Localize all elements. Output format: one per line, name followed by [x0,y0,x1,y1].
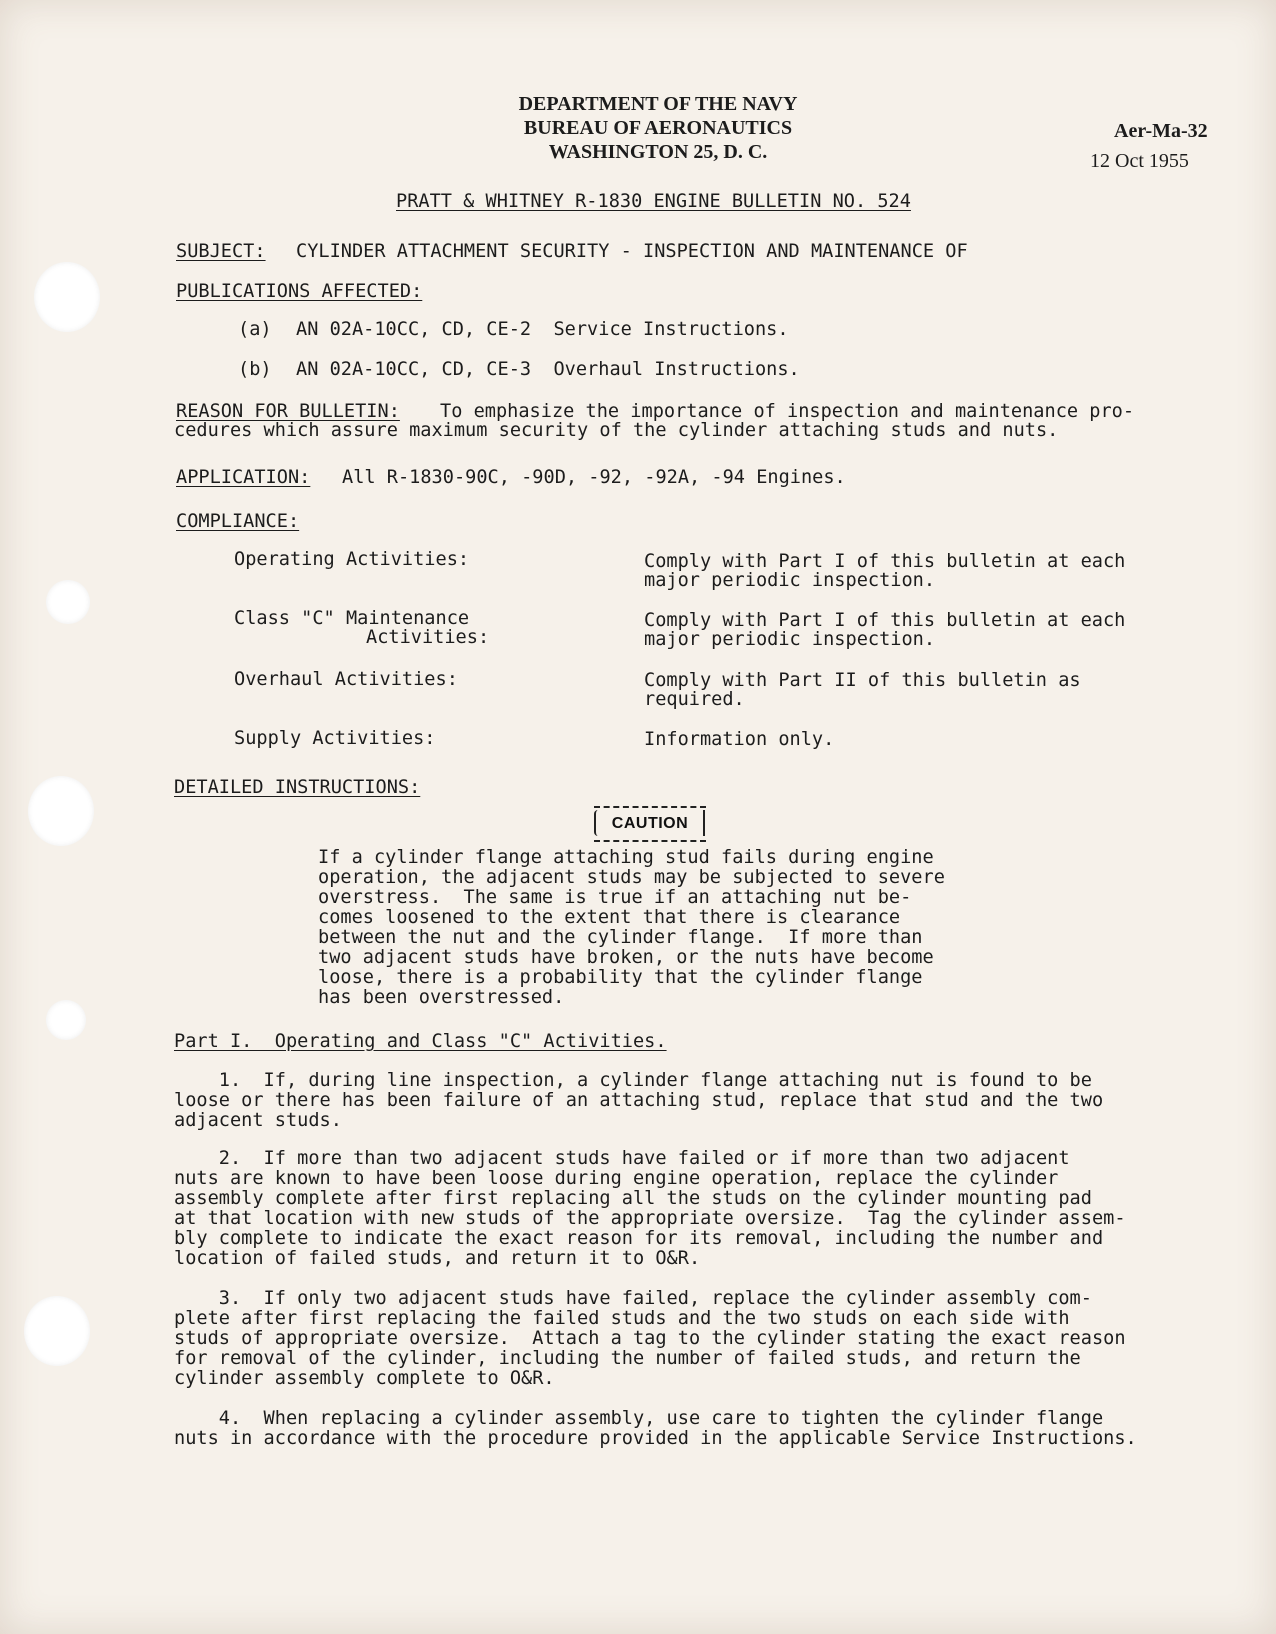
paragraph-line: plete after first replacing the failed studs and the two studs on each side with [174,1308,1070,1329]
reason-label: REASON FOR BULLETIN: [176,401,400,422]
reason-line: To emphasize the importance of inspection and maintenance pro- [440,401,1135,422]
compliance-action: Information only. [644,729,835,750]
paragraph-line: at that location with new studs of the appropriate oversize. Tag the cylinder assem- [174,1208,1126,1229]
compliance-action: major periodic inspection. [644,629,936,650]
reason-line: cedures which assure maximum security of the cylinder attaching studs and nuts. [174,420,1059,441]
paragraph-line: loose or there has been failure of an attaching stud, replace that stud and the two [174,1090,1104,1111]
caution-line: If a cylinder flange attaching stud fails during engine [318,847,934,868]
punch-hole [28,776,94,846]
paragraph-line: 2. If more than two adjacent studs have failed or if more than two adjacent [174,1148,1070,1169]
paragraph-line: assembly complete after first replacing all the studs on the cylinder mounting pad [174,1188,1092,1209]
compliance-label: COMPLIANCE: [176,511,300,532]
application-text: All R-1830-90C, -90D, -92, -92A, -94 Engines. [342,467,846,488]
reference-code: Aer-Ma-32 [1114,120,1208,142]
paragraph-line: studs of appropriate oversize. Attach a tag to the cylinder stating the exact reason [174,1328,1126,1349]
caution-line: operation, the adjacent studs may be subjected to severe [318,867,945,888]
compliance-action: required. [644,689,745,710]
publication-text: AN 02A-10CC, CD, CE-2 Service Instructions. [296,319,789,340]
subject-text: CYLINDER ATTACHMENT SECURITY - INSPECTION AND MAINTENANCE OF [296,241,968,262]
header-line-1: DEPARTMENT OF THE NAVY [518,93,798,115]
part-1-title: Part I. Operating and Class "C" Activities. [174,1031,667,1052]
paragraph-line: location of failed studs, and return it to O&R. [174,1248,701,1269]
caution-box [594,806,706,842]
paragraph-line: 1. If, during line inspection, a cylinder flange attaching nut is found to be [174,1070,1092,1091]
compliance-action: Comply with Part I of this bulletin at each [644,551,1126,572]
header-line-2: BUREAU OF AERONAUTICS [523,117,793,139]
compliance-action: Comply with Part I of this bulletin at each [644,610,1126,631]
caution-line: comes loosened to the extent that there is clearance [318,907,901,928]
caution-line: two adjacent studs have broken, or the nuts have become [318,947,934,968]
punch-hole [24,1296,90,1366]
paragraph-line: adjacent studs. [174,1110,342,1131]
bulletin-date: 12 Oct 1955 [1090,150,1189,172]
caution-line: between the nut and the cylinder flange. If more than [318,927,923,948]
caution-line: overstress. The same is true if an attaching nut be- [318,887,912,908]
paragraph-line: bly complete to indicate the exact reason for its removal, including the number and [174,1228,1104,1249]
compliance-action: Comply with Part II of this bulletin as [644,670,1081,691]
compliance-activity: Overhaul Activities: [234,669,458,690]
header-line-3: WASHINGTON 25, D. C. [548,141,768,163]
paragraph-line: cylinder assembly complete to O&R. [174,1368,555,1389]
publication-letter: (a) [238,319,272,340]
paragraph-line: 3. If only two adjacent studs have failed, replace the cylinder assembly com- [174,1288,1092,1309]
punch-hole [46,580,90,624]
detailed-instructions-label: DETAILED INSTRUCTIONS: [174,777,421,798]
compliance-action: major periodic inspection. [644,570,936,591]
paragraph-line: for removal of the cylinder, including the number of failed studs, and return the [174,1348,1081,1369]
caution-line: has been overstressed. [318,987,565,1008]
paragraph-line: 4. When replacing a cylinder assembly, use care to tighten the cylinder flange [174,1408,1104,1429]
punch-hole [46,1000,86,1040]
compliance-activity: Operating Activities: [234,549,470,570]
publication-letter: (b) [238,359,272,380]
paragraph-line: nuts in accordance with the procedure provided in the applicable Service Instructions. [174,1428,1137,1449]
caution-line: loose, there is a probability that the cylinder flange [318,967,923,988]
publication-text: AN 02A-10CC, CD, CE-3 Overhaul Instructions. [296,359,800,380]
paragraph-line: nuts are known to have been loose during engine operation, replace the cylinder [174,1168,1059,1189]
punch-hole [34,262,100,332]
application-label: APPLICATION: [176,467,311,488]
compliance-activity: Activities: [366,627,490,648]
publications-label: PUBLICATIONS AFFECTED: [176,281,423,302]
compliance-activity: Supply Activities: [234,728,436,749]
subject-label: SUBJECT: [176,241,266,262]
bulletin-title: PRATT & WHITNEY R-1830 ENGINE BULLETIN NO. 524 [396,191,911,212]
caution-label: CAUTION [611,815,689,832]
compliance-activity: Class "C" Maintenance [234,608,470,629]
